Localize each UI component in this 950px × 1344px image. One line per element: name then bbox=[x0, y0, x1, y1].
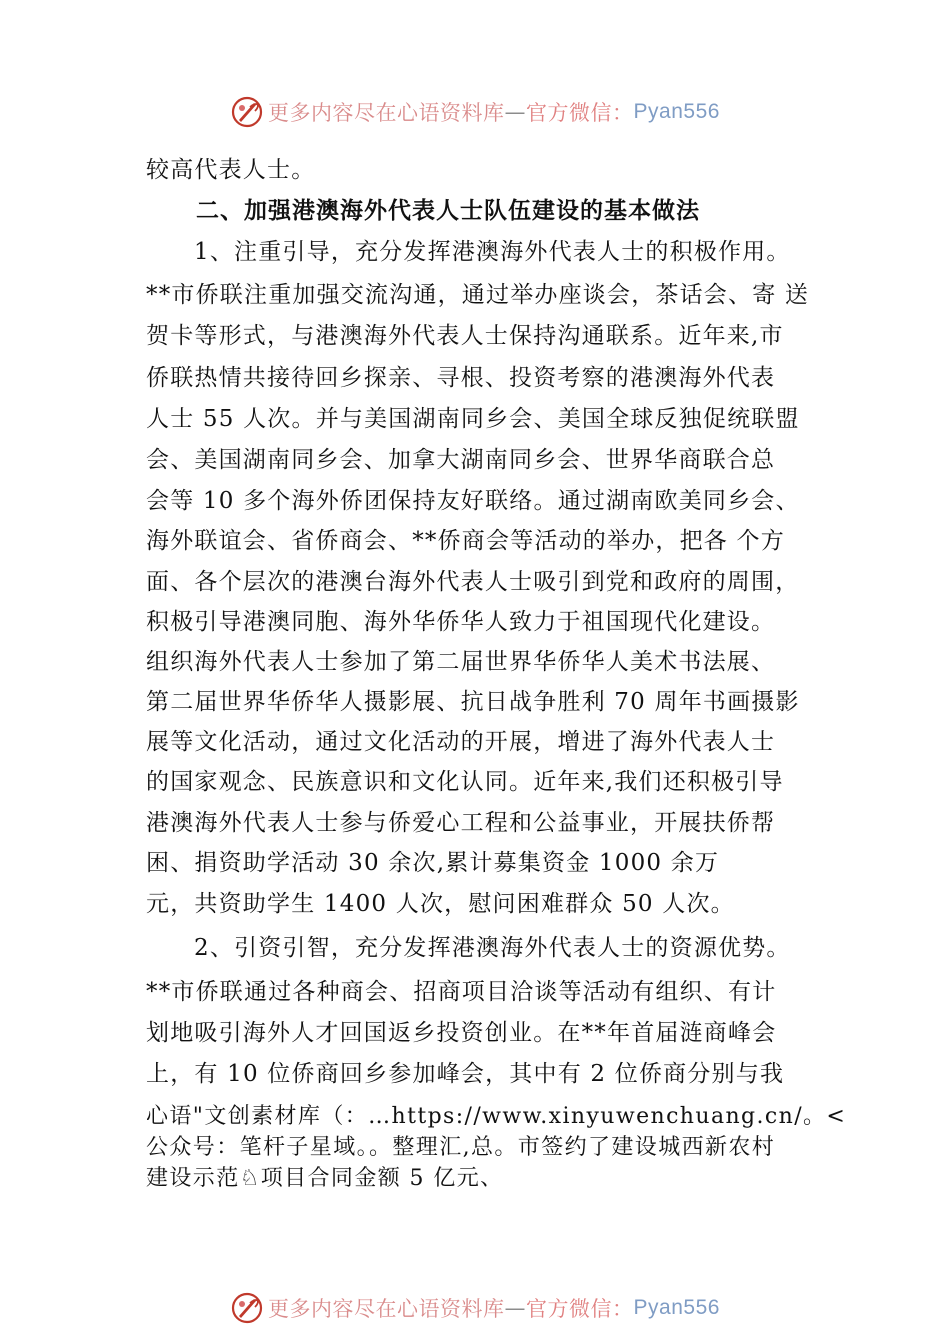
text-line: 面、各个层次的港澳台海外代表人士吸引到党和政府的周围， bbox=[146, 569, 800, 595]
banner-text-wechat-label: 官方微信： bbox=[526, 1297, 634, 1321]
text-line: 上，有 10 位侨商回乡参加峰会，其中有 2 位侨商分别与我 bbox=[146, 1061, 785, 1087]
header-watermark-banner bbox=[0, 92, 950, 132]
text-line: 贺卡等形式，与港澳海外代表人士保持沟通联系。近年来,市 bbox=[146, 323, 784, 349]
text-line: 第二届世界华侨华人摄影展、抗日战争胜利 70 周年书画摄影 bbox=[146, 689, 800, 715]
text-line: 会、美国湖南同乡会、加拿大湖南同乡会、世界华商联合总 bbox=[146, 447, 776, 473]
text-line: **市侨联通过各种商会、招商项目洽谈等活动有组织、有计 bbox=[146, 979, 777, 1005]
banner-wechat-id: Pyan556 bbox=[633, 100, 720, 123]
text-line: 会等 10 多个海外侨团保持友好联络。通过湖南欧美同乡会、 bbox=[146, 488, 800, 514]
quill-logo-icon bbox=[230, 1291, 264, 1325]
banner-wechat-id: Pyan556 bbox=[633, 1296, 720, 1319]
text-line: 人士 55 人次。并与美国湖南同乡会、美国全球反独促统联盟 bbox=[146, 406, 800, 432]
banner-text-wechat-label: 官方微信： bbox=[526, 101, 634, 125]
text-line: 的国家观念、民族意识和文化认同。近年来,我们还积极引导 bbox=[146, 769, 784, 795]
text-line: 较高代表人士。 bbox=[146, 157, 316, 183]
text-line: 元，共资助学生 1400 人次，慰问困难群众 50 人次。 bbox=[146, 891, 735, 917]
text-line: 港澳海外代表人士参与侨爱心工程和公益事业，开展扶侨帮 bbox=[146, 810, 776, 836]
banner-text-library: 更多内容尽在心语资料库 bbox=[268, 1297, 505, 1321]
text-line: **市侨联注重加强交流沟通，通过举办座谈会，茶话会、寄 送 bbox=[146, 282, 810, 308]
text-line: 侨联热情共接待回乡探亲、寻根、投资考察的港澳海外代表 bbox=[146, 365, 776, 391]
text-line: 海外联谊会、省侨商会、**侨商会等活动的举办，把各 个方 bbox=[146, 528, 785, 554]
text-line: 建设示范♘项目合同金额 5 亿元、 bbox=[146, 1166, 504, 1191]
banner-text-library: 更多内容尽在心语资料库 bbox=[268, 101, 505, 125]
banner-dash: — bbox=[504, 1296, 527, 1320]
text-line: 组织海外代表人士参加了第二届世界华侨华人美术书法展、 bbox=[146, 649, 776, 675]
text-line: 心语"文创素材库（：…https://www.xinyuwenchuang.cn/。< bbox=[146, 1104, 847, 1129]
text-line: 划地吸引海外人才回国返乡投资创业。在**年首届涟商峰会 bbox=[146, 1020, 777, 1046]
text-line: 困、捐资助学活动 30 余次,累计募集资金 1000 余万 bbox=[146, 850, 720, 876]
text-line: 公众号：笔杆子星域。。整理汇,总。市签约了建设城西新农村 bbox=[146, 1135, 776, 1160]
subsection-heading: 1、注重引导，充分发挥港澳海外代表人士的积极作用。 bbox=[194, 239, 791, 265]
text-line: 展等文化活动，通过文化活动的开展，增进了海外代表人士 bbox=[146, 729, 776, 755]
section-heading: 二、加强港澳海外代表人士队伍建设的基本做法 bbox=[196, 198, 700, 224]
text-line: 积极引导港澳同胞、海外华侨华人致力于祖国现代化建设。 bbox=[146, 609, 776, 635]
footer-watermark-banner bbox=[0, 1288, 950, 1328]
quill-logo-icon bbox=[230, 95, 264, 129]
subsection-heading: 2、引资引智，充分发挥港澳海外代表人士的资源优势。 bbox=[194, 935, 791, 961]
banner-dash: — bbox=[504, 100, 527, 124]
